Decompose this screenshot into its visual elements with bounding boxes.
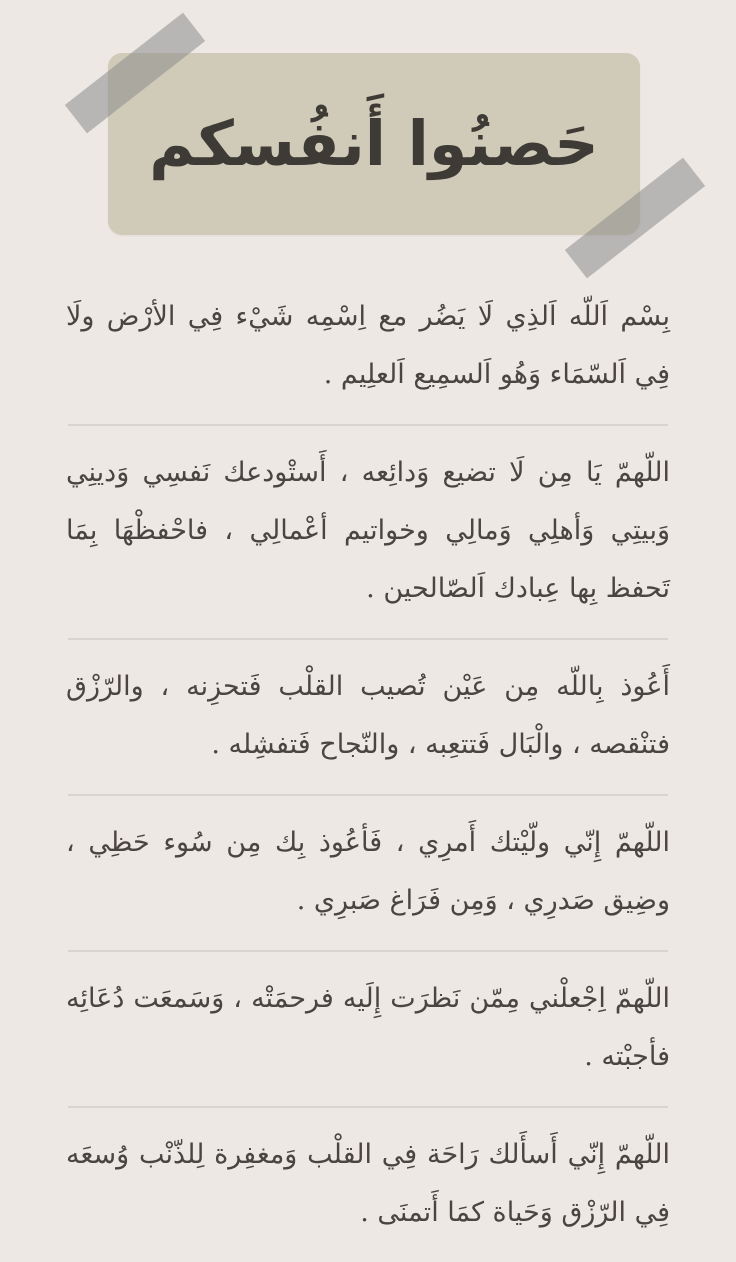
dua-item: بِسْم اَللّه اَلذِي لَا يَضُر مع اِسْمِه شَيْء فِي الأرْض ولَا فِي اَلسّمَاء وَهُو اَلسمِيع اَلعلِيم . xyxy=(66,301,670,390)
page-title: حَصنُوا أَنفُسكم xyxy=(149,106,599,180)
dua-item: أَعُوذ بِاللّه مِن عَيْن تُصيب القلْب فَتحزِنه ، والرّزْق فتنْقصه ، والْبَال فَتتعِبه ، والنّجاح فَتفشِله . xyxy=(66,671,670,760)
dua-item: اللّهمّ اِجْعلْني مِمّن نَظرَت إِلَيه فرحمَتْه ، وَسَمعَت دُعَائِه فأجبْته . xyxy=(66,983,670,1072)
duas-list xyxy=(66,270,670,1262)
dua-item: اللّهمّ إِنّي أَسأَلك رَاحَة فِي القلْب وَمغفِرة لِلذّنْب وُسعَه فِي الرّزْق وَحَياة كمَا أَتمنَى . xyxy=(66,1139,670,1228)
dua-item: اللّهمّ إِنّي ولّيْتك أَمرِي ، فَأعُوذ بِك مِن سُوء حَظِي ، وضِيق صَدرِي ، وَمِن فَرَاغ صَبرِي . xyxy=(66,827,670,916)
title-card xyxy=(108,53,640,235)
dua-item: اللّهمّ يَا مِن لَا تضيع وَدائِعه ، أَستْودعك نَفسِي وَدينِي وَبيتِي وَأهلِي وَمالِي وخواتيم أعْمالِي ، فاحْفظْهَا بِمَا تَحفظ بِها عِبادك اَلصّالحين . xyxy=(66,457,670,604)
